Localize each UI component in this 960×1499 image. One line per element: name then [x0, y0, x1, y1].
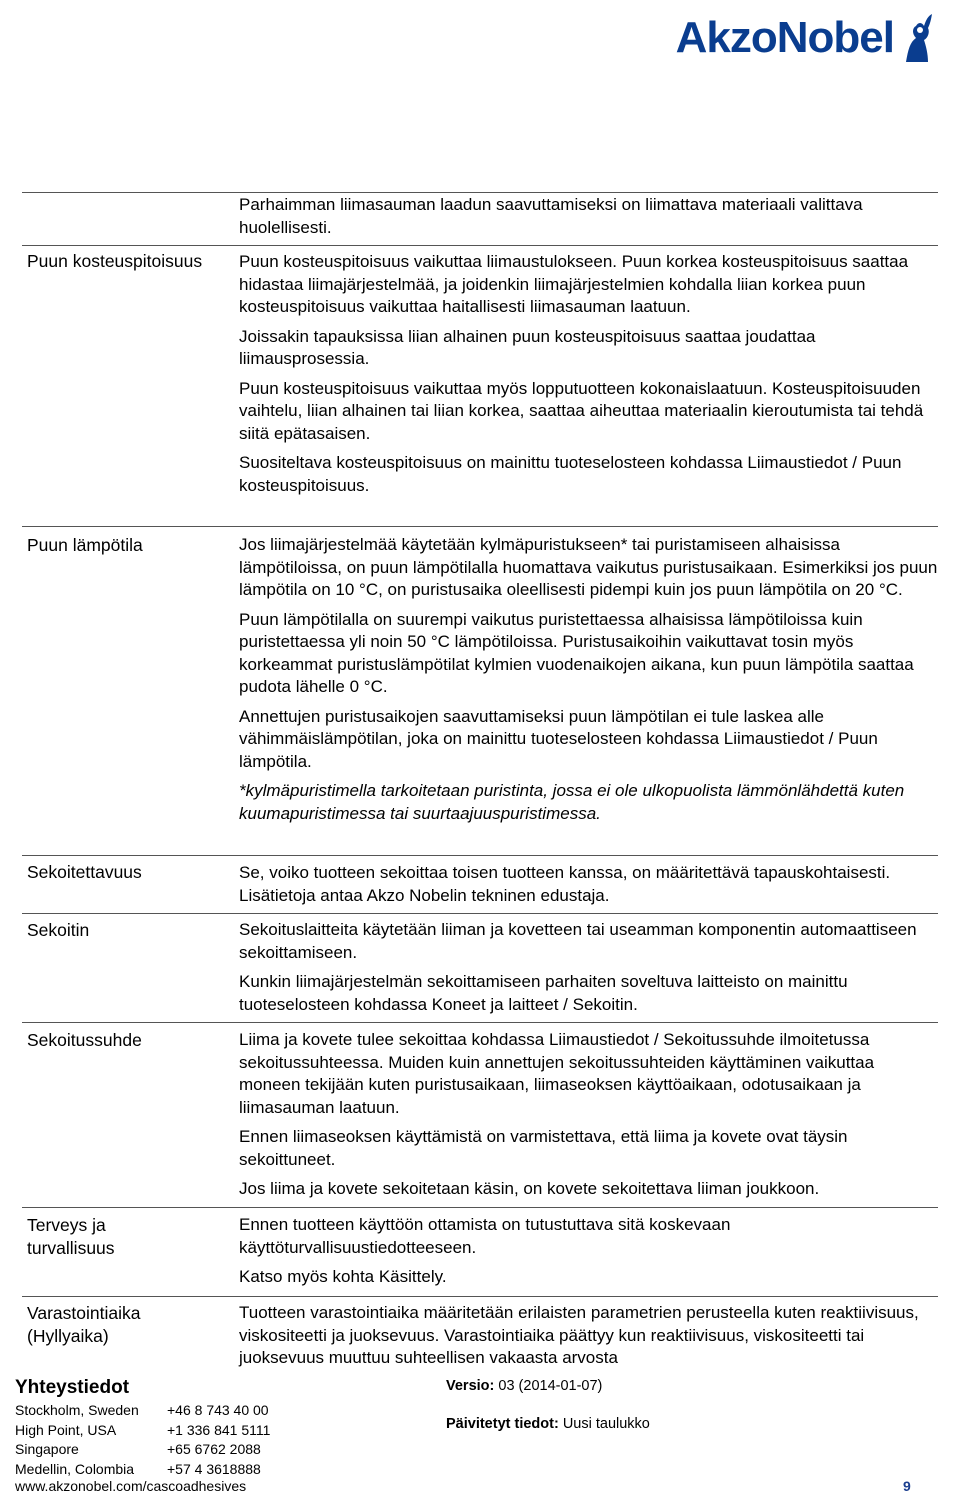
contact-heading: Yhteystiedot: [15, 1377, 130, 1398]
section-content-moisture: [239, 251, 939, 504]
paragraph: Se, voiko tuotteen sekoittaa toisen tuotteen kanssa, on määritettävä tapauskohtaisesti. Lisätietoja antaa Akzo Nobelin tekninen edustaja.: [239, 863, 891, 905]
section-label-mixing-ratio: Sekoitussuhde: [27, 1030, 142, 1050]
contact-phone: +1 336 841 5111: [167, 1421, 271, 1438]
version-info: [446, 1378, 602, 1394]
section-content-temperature: [239, 534, 939, 832]
paragraph: Liima ja kovete tulee sekoittaa kohdassa Liimaustiedot / Sekoitussuhde ilmoitetussa sekoitussuhteessa. Muiden kuin annettujen sekoitussuhteiden käyttäminen vaikuttaa moneen tekijään kuten puristusaikaan, liimaseoksen käyttöaikaan, odotusaikaan ja liimasauman laatuun.: [239, 1030, 875, 1117]
section-content-health-safety: [239, 1214, 939, 1296]
website-link[interactable]: www.akzonobel.com/cascoadhesives: [15, 1478, 247, 1494]
contact-city: Medellin, Colombia: [15, 1460, 135, 1477]
paragraph: Kunkin liimajärjestelmän sekoittamiseen parhaiten soveltuva laitteisto on mainittu tuoteselosteen kohdassa Koneet ja laitteet / Sekoitin.: [239, 972, 848, 1014]
row-divider: [22, 1296, 938, 1297]
section-label-moisture: Puun kosteuspitoisuus: [27, 251, 203, 271]
section-label-mixer: Sekoitin: [27, 920, 90, 940]
paragraph: Puun lämpötilalla on suurempi vaikutus puristettaessa alhaisissa lämpötiloissa kuin puristettaessa yli noin 50 °C lämpötiloissa. Puristusaikoihin vaikuttavat tosin myös korkeammat puristuslämpötilat kylmien vuodenaikojen aikana, kun puun lämpötila saattaa pudota lähelle 0 °C.: [239, 609, 914, 696]
paragraph: Annettujen puristusaikojen saavuttamiseksi puun lämpötilan ei tule laskea alle vähimmäislämpötilan, joka on mainittu tuoteselosteen kohdassa Liimaustiedot / Puun lämpötila.: [239, 706, 878, 771]
section-content-mixer: [239, 919, 939, 1023]
section-label-temperature: Puun lämpötila: [27, 535, 143, 555]
section-label-health-safety: Terveys ja turvallisuus: [27, 1215, 115, 1258]
updated-value: Uusi taulukko: [562, 1416, 650, 1432]
contact-row: [15, 1401, 270, 1421]
paragraph: Tuotteen varastointiaika määritetään erilaisten parametrien perusteella kuten reaktiivisuus, viskositeetti ja juoksevuus. Varastointiaika päättyy kun reaktiivisuus, viskositeetti tai juoksevuus muuttuu suhteellisen vakaasta arvosta: [239, 1303, 919, 1367]
row-divider: [22, 855, 938, 856]
updated-label: Päivitetyt tiedot:: [446, 1416, 559, 1432]
paragraph: Puun kosteuspitoisuus vaikuttaa liimaustulokseen. Puun korkea kosteuspitoisuus saattaa hidastaa liimajärjestelmää, ja joidenkin liimajärjestelmien kohdalla liian korkea puun kosteuspitoisuus vaikuttaa haitallisesti liimasauman laatuun.: [239, 252, 909, 316]
row-divider: [22, 913, 938, 914]
paragraph: Joissakin tapauksissa liian alhainen puun kosteuspitoisuus saattaa joudattaa liimausprosessia.: [239, 326, 816, 368]
row-divider: [22, 245, 938, 246]
contact-phone: +46 8 743 40 00: [167, 1402, 269, 1418]
version-label: Versio:: [446, 1378, 495, 1394]
paragraph: Puun kosteuspitoisuus vaikuttaa myös lopputuotteen kokonaislaatuun. Kosteuspitoisuuden vaihtelu, liian alhainen tai liian korkea, saattaa aiheuttaa materiaalin kieroutumista tai tehdä siitä epätasaisen.: [239, 378, 924, 443]
intro-paragraph: Parhaimman liimasauman laadun saavuttamiseksi on liimattava materiaali valittava huolellisesti.: [239, 195, 863, 237]
section-content-shelf-life: [239, 1302, 939, 1377]
section-content-miscibility: [239, 862, 939, 914]
contact-list: [15, 1401, 270, 1479]
row-divider: [22, 526, 938, 527]
contact-city: Stockholm, Sweden: [15, 1402, 139, 1418]
logo-figure-icon: [898, 10, 936, 66]
paragraph: Jos liima ja kovete sekoitetaan käsin, on kovete sekoitettava liiman joukkoon.: [239, 1179, 820, 1198]
paragraph: Suositeltava kosteuspitoisuus on mainittu tuoteselosteen kohdassa Liimaustiedot / Puun kosteuspitoisuus.: [239, 453, 902, 495]
contact-row: [15, 1421, 270, 1441]
section-content-mixing-ratio: [239, 1029, 939, 1208]
version-value: 03 (2014-01-07): [498, 1378, 603, 1394]
paragraph: Sekoituslaitteita käytetään liiman ja kovetteen tai useamman komponentin automaattiseen sekoittamiseen.: [239, 920, 917, 962]
footnote: *kylmäpuristimella tarkoitetaan puristinta, jossa ei ole ulkopuolista lämmönlähdettä kuten kuumapuristimessa tai suurtaajuuspuristimessa.: [239, 781, 905, 823]
section-label-shelf-life: Varastointiaika (Hyllyaika): [27, 1303, 141, 1346]
contact-phone: +57 4 3618888: [167, 1460, 261, 1477]
paragraph: Ennen liimaseoksen käyttämistä on varmistettava, että liima ja kovete ovat täysin sekoittuneet.: [239, 1127, 848, 1169]
contact-city: High Point, USA: [15, 1421, 117, 1438]
contact-row: [15, 1460, 270, 1480]
section-label-miscibility: Sekoitettavuus: [27, 862, 142, 882]
akzonobel-logo: [676, 10, 936, 66]
updated-info: [446, 1416, 650, 1432]
paragraph: Ennen tuotteen käyttöön ottamista on tutustuttava sitä koskevaan käyttöturvallisuustiedotteeseen.: [239, 1215, 731, 1257]
paragraph: Jos liimajärjestelmää käytetään kylmäpuristukseen* tai puristamiseen alhaisissa lämpötiloissa, on puun lämpötilalla huomattava vaikutus puristusaikaan. Esimerkiksi jos puun lämpötila on 10 °C, on puristusaika oleellisesti pidempi kuin jos puun lämpötila on 20 °C.: [239, 535, 938, 599]
contact-city: Singapore: [15, 1441, 79, 1457]
contact-row: [15, 1440, 270, 1460]
row-divider: [22, 192, 938, 193]
paragraph: Katso myös kohta Käsittely.: [239, 1267, 447, 1286]
page-number: 9: [903, 1478, 911, 1494]
row-divider: [22, 1207, 938, 1208]
logo-wordmark: AkzoNobel: [675, 13, 894, 62]
row-divider: [22, 1022, 938, 1023]
intro-text-block: [239, 194, 939, 246]
contact-phone: +65 6762 2088: [167, 1441, 261, 1457]
